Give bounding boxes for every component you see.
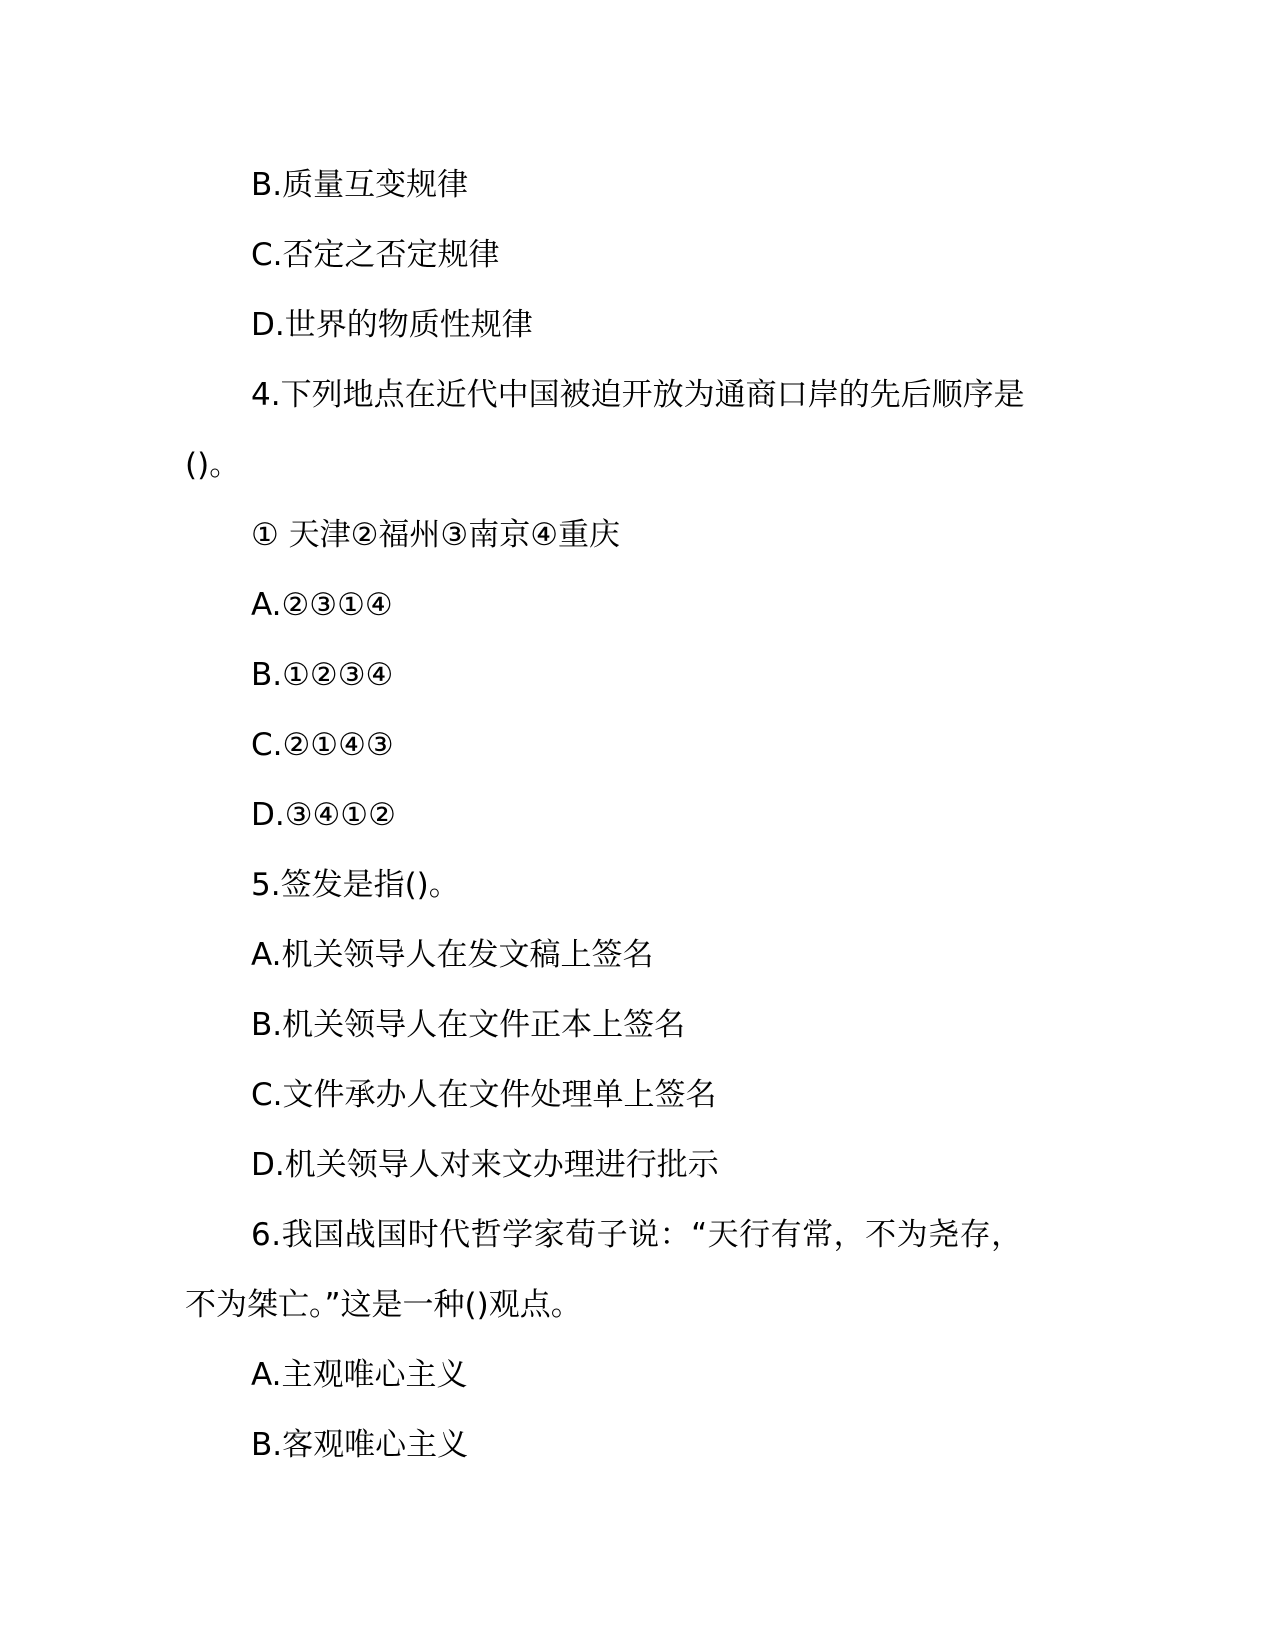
option-5d: D.机关领导人对来文办理进行批示 xyxy=(251,1147,719,1183)
option-3b: B.质量互变规律 xyxy=(251,167,469,203)
option-4a: A.②③①④ xyxy=(251,587,393,623)
option-6a: A.主观唯心主义 xyxy=(251,1357,468,1393)
option-4d: D.③④①② xyxy=(251,797,396,833)
question-4-line-1: 4.下列地点在近代中国被迫开放为通商口岸的先后顺序是 xyxy=(251,377,1025,413)
option-6b: B.客观唯心主义 xyxy=(251,1427,469,1463)
question-4-places: ① 天津②福州③南京④重庆 xyxy=(251,517,621,553)
option-5c: C.文件承办人在文件处理单上签名 xyxy=(251,1077,717,1113)
option-3c: C.否定之否定规律 xyxy=(251,237,500,273)
option-4c: C.②①④③ xyxy=(251,727,394,763)
question-6-line-1: 6.我国战国时代哲学家荀子说：“天行有常，不为尧存， xyxy=(251,1217,1023,1253)
option-3d: D.世界的物质性规律 xyxy=(251,307,533,343)
question-5: 5.签发是指()。 xyxy=(251,867,460,903)
option-5b: B.机关领导人在文件正本上签名 xyxy=(251,1007,686,1043)
option-4b: B.①②③④ xyxy=(251,657,394,693)
document-body xyxy=(185,150,1085,1480)
option-5a: A.机关领导人在发文稿上签名 xyxy=(251,937,654,973)
question-4-line-2: ()。 xyxy=(185,447,241,483)
question-6-line-2: 不为桀亡。”这是一种()观点。 xyxy=(185,1287,582,1323)
